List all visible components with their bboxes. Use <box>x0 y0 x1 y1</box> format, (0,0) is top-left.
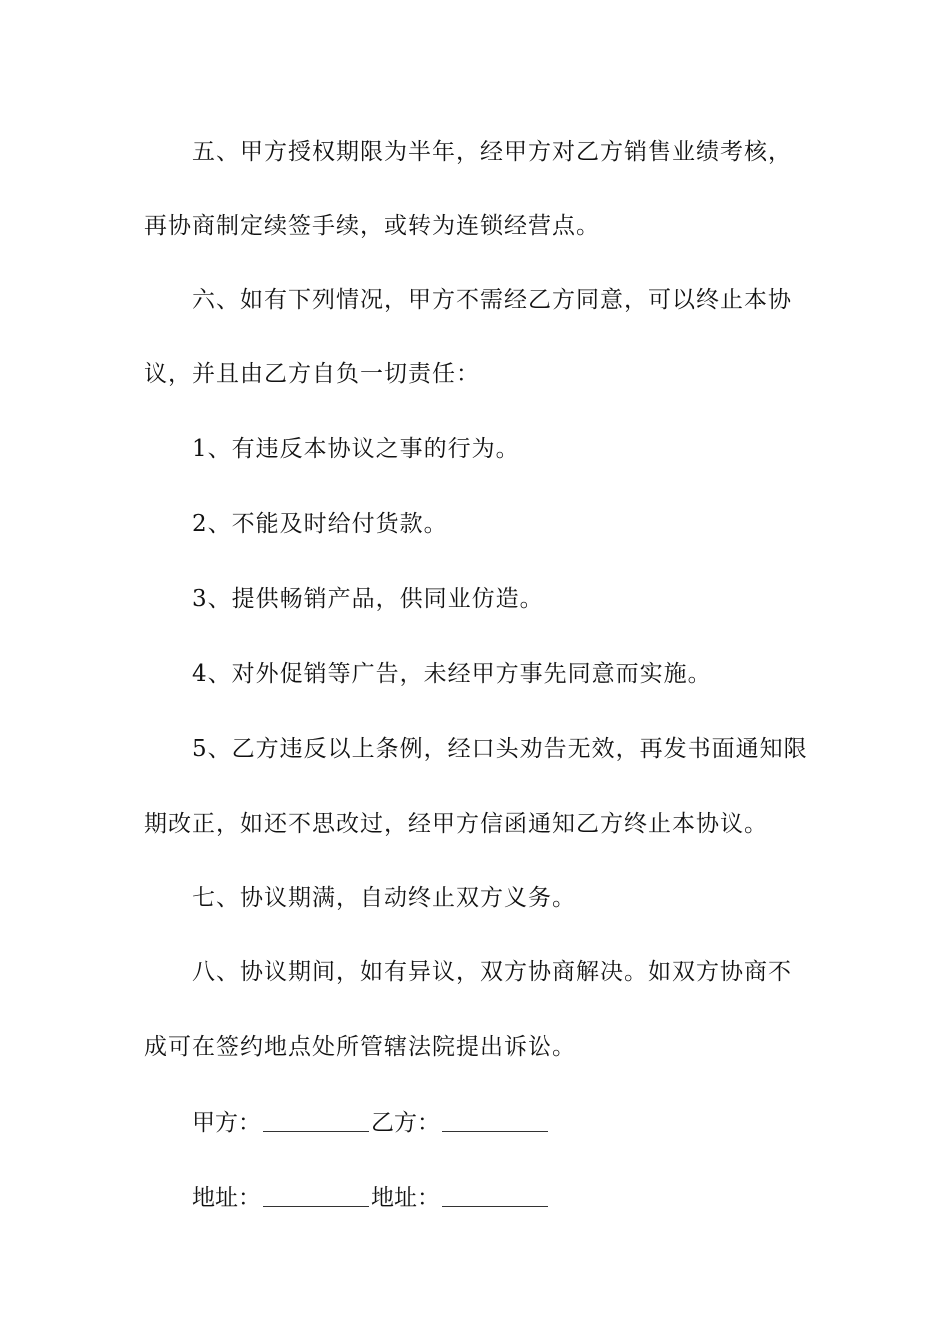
party-a-label: 甲方： <box>192 1110 261 1136</box>
party-a-blank[interactable] <box>263 1109 369 1132</box>
item-4: 4、对外促销等广告，未经甲方事先同意而实施。 <box>192 661 712 687</box>
clause-6-line-1: 六、如有下列情况，甲方不需经乙方同意，可以终止本协 <box>192 287 792 313</box>
signature-row-addresses <box>192 1182 550 1213</box>
address-b-blank[interactable] <box>442 1184 548 1207</box>
party-b-blank[interactable] <box>442 1109 548 1132</box>
item-1: 1、有违反本协议之事的行为。 <box>192 436 520 462</box>
party-b-label: 乙方： <box>371 1110 440 1136</box>
item-3: 3、提供畅销产品，供同业仿造。 <box>192 586 544 612</box>
item-2: 2、不能及时给付货款。 <box>192 511 448 537</box>
address-b-label: 地址： <box>371 1185 440 1211</box>
address-a-blank[interactable] <box>263 1184 369 1207</box>
clause-7: 七、协议期满，自动终止双方义务。 <box>192 885 576 911</box>
clause-6-line-2: 议，并且由乙方自负一切责任： <box>144 361 480 387</box>
item-5-line-2: 期改正，如还不思改过，经甲方信函通知乙方终止本协议。 <box>144 811 768 837</box>
clause-5-line-1: 五、甲方授权期限为半年，经甲方对乙方销售业绩考核， <box>192 139 792 165</box>
clause-8-line-1: 八、协议期间，如有异议，双方协商解决。如双方协商不 <box>192 959 792 985</box>
clause-5-line-2: 再协商制定续签手续，或转为连锁经营点。 <box>144 213 600 239</box>
clause-8-line-2: 成可在签约地点处所管辖法院提出诉讼。 <box>144 1034 576 1060</box>
address-a-label: 地址： <box>192 1185 261 1211</box>
signature-row-parties <box>192 1107 550 1138</box>
item-5-line-1: 5、乙方违反以上条例，经口头劝告无效，再发书面通知限 <box>192 736 808 762</box>
